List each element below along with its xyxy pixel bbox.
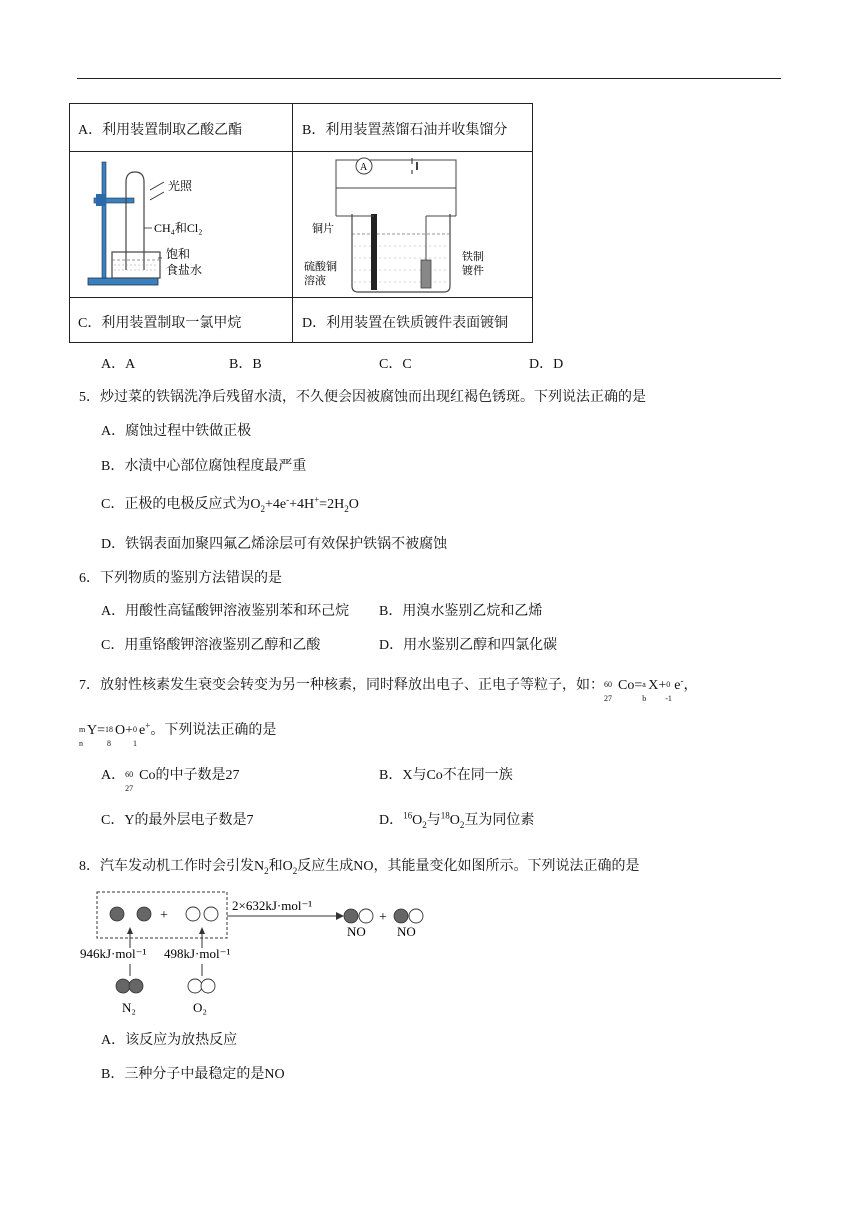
copper-plate-label: 铜片 [312,223,334,235]
no-label-1: NO [347,924,366,939]
n2-label: N₂ [122,1000,136,1015]
q6-option-d: D．用水鉴别乙醇和四氯化碳 [379,638,558,653]
q6-option-a: A．用酸性高锰酸钾溶液鉴别苯和环己烷 [101,604,350,619]
no-label-2: NO [397,924,416,939]
q4-option-c: C．C [379,357,412,372]
apparatus-table [69,103,533,343]
brine-label: 食盐水 [166,263,203,277]
q6-option-c: C．用重铬酸钾溶液鉴别乙醇和乙酸 [101,638,321,653]
q4-option-a: A．A [101,357,136,372]
q7-option-a: A． 60 27 Co的中子数是27 [101,768,240,793]
header-rule [77,78,781,79]
light-label: 光照 [168,179,193,193]
q5-option-b: B．水渍中心部位腐蚀程度最严重 [101,459,307,474]
solution-label: 溶液 [304,275,326,287]
q4-option-d: D．D [529,357,564,372]
q8-stem: 8．汽车发动机工作时会引发$N_2$和$O_2$反应生成NO，其能量变化如图所示。下列说法正确的是 [79,859,640,876]
saturated-label: 饱和 [166,247,191,261]
q4-option-b: B．B [229,357,262,372]
q7-option-d: D．$^{16}O_2$与$^{18}O_2$互为同位素 [379,810,535,830]
q5-option-d: D．铁锅表面加聚四氟乙烯涂层可有效保护铁锅不被腐蚀 [101,537,448,552]
cell-b: B．利用装置蒸馏石油并收集馏分 [302,123,508,138]
cell-c: C．利用装置制取一氯甲烷 [78,316,242,331]
electroplating-apparatus [302,156,528,294]
q5-stem: 5．炒过菜的铁锅洗净后残留水渍，不久便会因被腐蚀而出现红褐色锈斑。下列说法正确的是 [79,390,646,405]
workpiece-label: 镀件 [462,265,484,277]
svg-text:+: + [160,908,168,923]
q6-option-b: B．用溴水鉴别乙烷和乙烯 [379,604,543,619]
q7-stem-2: m n Y= 18 8 O+ 0 1 e+。下列说法正确的是 [79,720,277,748]
n2-bond-energy: 946kJ·mol⁻¹ [80,946,147,961]
energy-diagram [80,890,440,1020]
o2-label: O₂ [193,1000,207,1015]
q8-option-a: A．该反应为放热反应 [101,1033,238,1048]
cell-d: D．利用装置在铁质镀件表面镀铜 [302,316,509,331]
ammeter-label: A [360,162,368,173]
q7-option-c: C．Y的最外层电子数是7 [101,813,254,828]
iron-label: 铁制 [462,251,484,263]
release-energy-label: 2×632kJ·mol⁻¹ [232,898,313,913]
q7-option-b: B．X与Co不在同一族 [379,768,513,783]
cell-a: A．利用装置制取乙酸乙酯 [78,123,243,138]
copper-sulfate-label: 硫酸铜 [304,261,337,273]
q5-option-c: C．正极的电极反应式为$O_2+4e^-+4H^+=2H_2O$ [101,494,359,514]
q5-option-a: A．腐蚀过程中铁做正极 [101,424,252,439]
o2-bond-energy: 498kJ·mol⁻¹ [164,946,231,961]
q6-stem: 6．下列物质的鉴别方法错误的是 [79,571,282,586]
gas-label: CH₄和Cl₂ [154,221,203,235]
q8-option-b: B．三种分子中最稳定的是NO [101,1067,285,1082]
svg-text:+: + [379,910,387,925]
q7-stem: 7．放射性核素发生衰变会转变为另一种核素，同时释放出电子、正电子等粒子，如： 60 27 Co= a b X+ 0 -1 e-， [79,675,698,703]
methane-chlorination-apparatus [80,160,280,292]
